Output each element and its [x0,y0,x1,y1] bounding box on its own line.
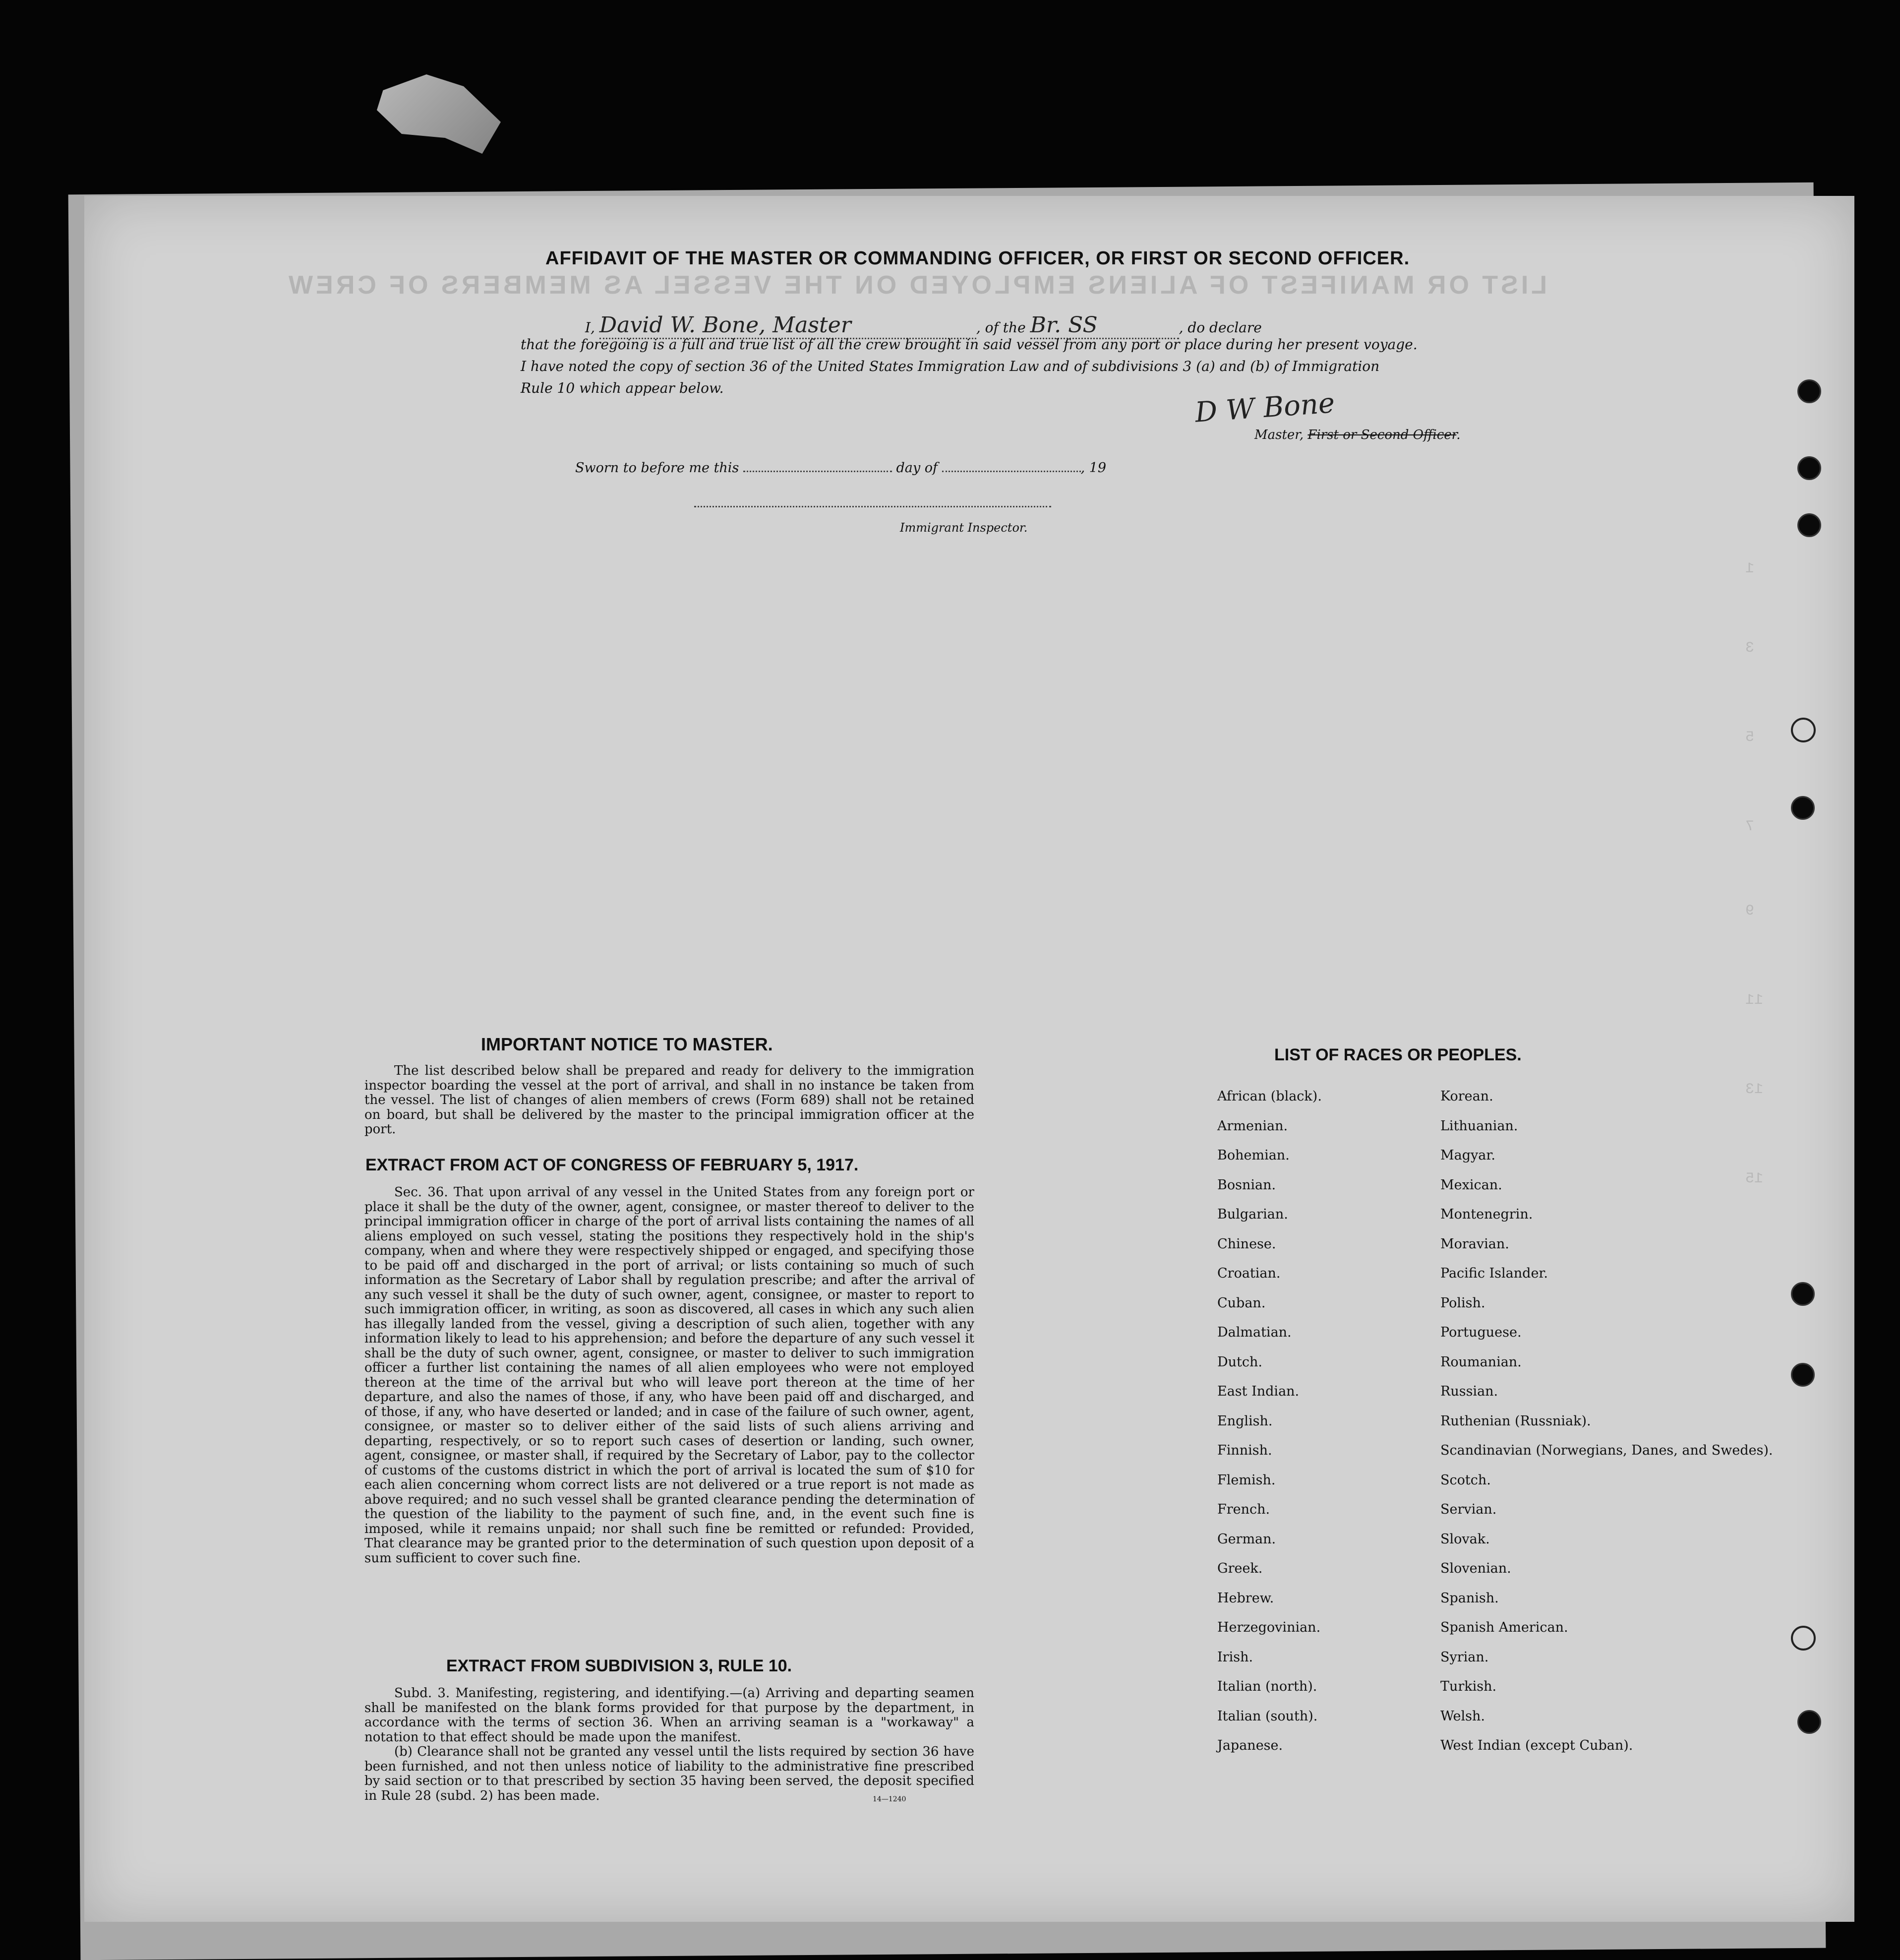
affidavit-line-2: that the foregoing is a full and true list of all the crew brought in said vessel from any port or place during her present voyage. [521,336,1418,353]
race-entry: Slovenian. [1440,1561,1511,1576]
race-entry: Spanish. [1440,1590,1499,1606]
race-entry: Servian. [1440,1502,1497,1517]
of-the-label: , of the [976,319,1026,336]
binder-hole [1797,1710,1821,1734]
race-entry: Herzegovinian. [1217,1620,1321,1635]
notice-title: IMPORTANT NOTICE TO MASTER. [481,1034,773,1054]
race-entry: Korean. [1440,1089,1493,1104]
race-entry: German. [1217,1531,1276,1547]
race-entry: Scandinavian (Norwegians, Danes, and Swedes). [1440,1443,1773,1458]
race-entry: Magyar. [1440,1148,1495,1163]
race-entry: Flemish. [1217,1472,1276,1488]
race-entry: Turkish. [1440,1679,1497,1694]
races-column-2 [1440,1089,1773,1768]
race-entry: Montenegrin. [1440,1207,1533,1222]
race-entry: West Indian (except Cuban). [1440,1738,1633,1753]
race-entry: Finnish. [1217,1443,1272,1458]
race-entry: Dalmatian. [1217,1325,1292,1340]
race-entry: Croatian. [1217,1266,1281,1281]
binder-hole [1791,1282,1815,1306]
binder-hole [1791,718,1816,742]
race-entry: Mexican. [1440,1177,1502,1193]
master-title-line: Master, First or Second Officer. [1254,428,1461,442]
race-entry: Welsh. [1440,1708,1485,1724]
notice-text: The list described below shall be prepared and ready for delivery to the immigration inspector boarding the vessel at the port of arrival, and shall in no instance be taken from the vessel. The list of changes of alien members of crews (Form 689) shall not be retained on board, but shall be delivered by the master to the principal immigration officer at the port. [364,1063,974,1137]
race-entry: Scotch. [1440,1472,1491,1488]
race-entry: Bosnian. [1217,1177,1276,1193]
affidavit-line-3: I have noted the copy of section 36 of the United States Immigration Law and of subdivisions 3 (a) and (b) of Immigration [521,358,1380,374]
inspector-signature-line [694,506,1051,507]
binder-hole [1791,796,1815,820]
act-title: EXTRACT FROM ACT OF CONGRESS OF FEBRUARY 5, 1917. [365,1156,859,1174]
race-entry: Cuban. [1217,1295,1266,1311]
bleed-through-header: LIST OR MANIFEST OF ALIENS EMPLOYED ON THE VESSEL AS MEMBERS OF CREW [286,271,1547,300]
rule-text: Subd. 3. Manifesting, registering, and identifying.—(a) Arriving and departing seamen shall be manifested on the blank forms provided for that purpose by the department, in accordance with the terms of section 36. When an arriving seaman is a "workaway" a notation to that effect should be made upon the manifest. (b) Clearance shall not be granted any vessel until the lists required by section 36 have been furnished, and not then unless notice of liability to the administrative fine prescribed by said section or to that prescribed by section 35 having been served, the deposit specified in Rule 28 (subd. 2) has been made. [364,1686,974,1803]
year-label: , 19 [1080,460,1107,476]
race-entry: Hebrew. [1217,1590,1274,1606]
race-entry: Irish. [1217,1649,1253,1665]
race-entry: Pacific Islander. [1440,1266,1548,1281]
race-entry: Japanese. [1217,1738,1283,1753]
race-entry: Greek. [1217,1561,1263,1576]
race-entry: Italian (south). [1217,1708,1318,1724]
binder-hole [1791,1363,1815,1387]
race-entry: Bulgarian. [1217,1207,1288,1222]
form-number: 14—1240 [873,1795,906,1803]
binder-hole [1797,379,1821,403]
race-entry: African (black). [1217,1089,1322,1104]
race-entry: Russian. [1440,1384,1498,1399]
sworn-label: Sworn to before me this [575,460,739,476]
race-entry: Moravian. [1440,1236,1509,1252]
race-entry: Armenian. [1217,1118,1288,1134]
race-entry: Spanish American. [1440,1620,1568,1635]
race-entry: Roumanian. [1440,1354,1522,1370]
race-entry: Syrian. [1440,1649,1489,1665]
master-name-handwritten: David W. Bone, Master [599,312,851,338]
affidavit-title: AFFIDAVIT OF THE MASTER OR COMMANDING OFFICER, OR FIRST OR SECOND OFFICER. [545,248,1410,269]
races-title: LIST OF RACES OR PEOPLES. [1274,1045,1522,1064]
do-declare-label: , do declare [1179,319,1262,336]
sworn-line [575,460,1106,476]
races-column-1 [1217,1089,1322,1768]
race-entry: East Indian. [1217,1384,1300,1399]
race-entry: Italian (north). [1217,1679,1317,1694]
race-entry: Ruthenian (Russniak). [1440,1413,1591,1429]
race-entry: Bohemian. [1217,1148,1290,1163]
vessel-handwritten: Br. SS [1030,312,1098,338]
race-entry: French. [1217,1502,1270,1517]
struck-officer-text: First or Second Officer [1307,428,1457,442]
binder-hole [1797,513,1821,537]
race-entry: Portuguese. [1440,1325,1522,1340]
race-entry: Dutch. [1217,1354,1262,1370]
day-of-label: day of [896,460,938,476]
torn-paper-scrap [377,74,501,154]
act-text: Sec. 36. That upon arrival of any vessel in the United States from any foreign port or place it shall be the duty of the owner, agent, consignee, or master thereof to deliver to the principal immigration officer in charge of the port of arrival lists containing the names of all aliens employed on such vessel, stating the positions they respectively hold in the ship's company, when and where they were respectively shipped or engaged, and specifying those to be paid off and discharged in the port of arrival; or lists containing so much of such information as the Secretary of Labor shall by regulation prescribe; and after the arrival of any such vessel it shall be the duty of such owner, agent, consignee, or master to report to such immigration officer, in writing, as soon as discovered, all cases in which any such alien has illegally landed from the vessel, giving a description of such alien, together with any information likely to lead to his apprehension; and before the departure of any such vessel it shall be the duty of such owner, agent, consignee, or master to deliver to such immigration officer a further list containing the names of all alien employees who were not employed thereon at the time of the arrival but who will leave port thereon at the time of her departure, and also the names of those, if any, who have been paid off and discharged, and of those, if any, who have deserted or landed; and in case of the failure of such owner, agent, consignee, or master so to deliver either of the said lists of such aliens arriving and departing, respectively, or so to report such cases of desertion or landing, such owner, agent, consignee, or master shall, if required by the Secretary of Labor, pay to the collector of customs of the customs district in which the port of arrival is located the sum of $10 for each alien concerning whom correct lists are not delivered or a true report is not made as above required; and no such vessel shall be granted clearance pending the determination of the question of the liability to the payment of such fine, and, in the event such fine is imposed, while it remains unpaid; nor shall such fine be remitted or refunded: Provided, That clearance may be granted prior to the determination of such question upon deposit of a sum sufficient to cover such fine. [364,1185,974,1566]
affidavit-line-4: Rule 10 which appear below. [521,380,724,396]
race-entry: English. [1217,1413,1273,1429]
inspector-label: Immigrant Inspector. [900,521,1028,535]
race-entry: Slovak. [1440,1531,1490,1547]
master-signature: D W Bone [1194,387,1336,429]
race-entry: Polish. [1440,1295,1485,1311]
race-entry: Lithuanian. [1440,1118,1518,1134]
race-entry: Chinese. [1217,1236,1276,1252]
binder-hole [1797,456,1821,480]
affidavit-line-1 [585,312,1262,339]
i-label: I, [585,319,595,336]
binder-hole [1791,1626,1816,1651]
rule-title: EXTRACT FROM SUBDIVISION 3, RULE 10. [446,1656,792,1675]
